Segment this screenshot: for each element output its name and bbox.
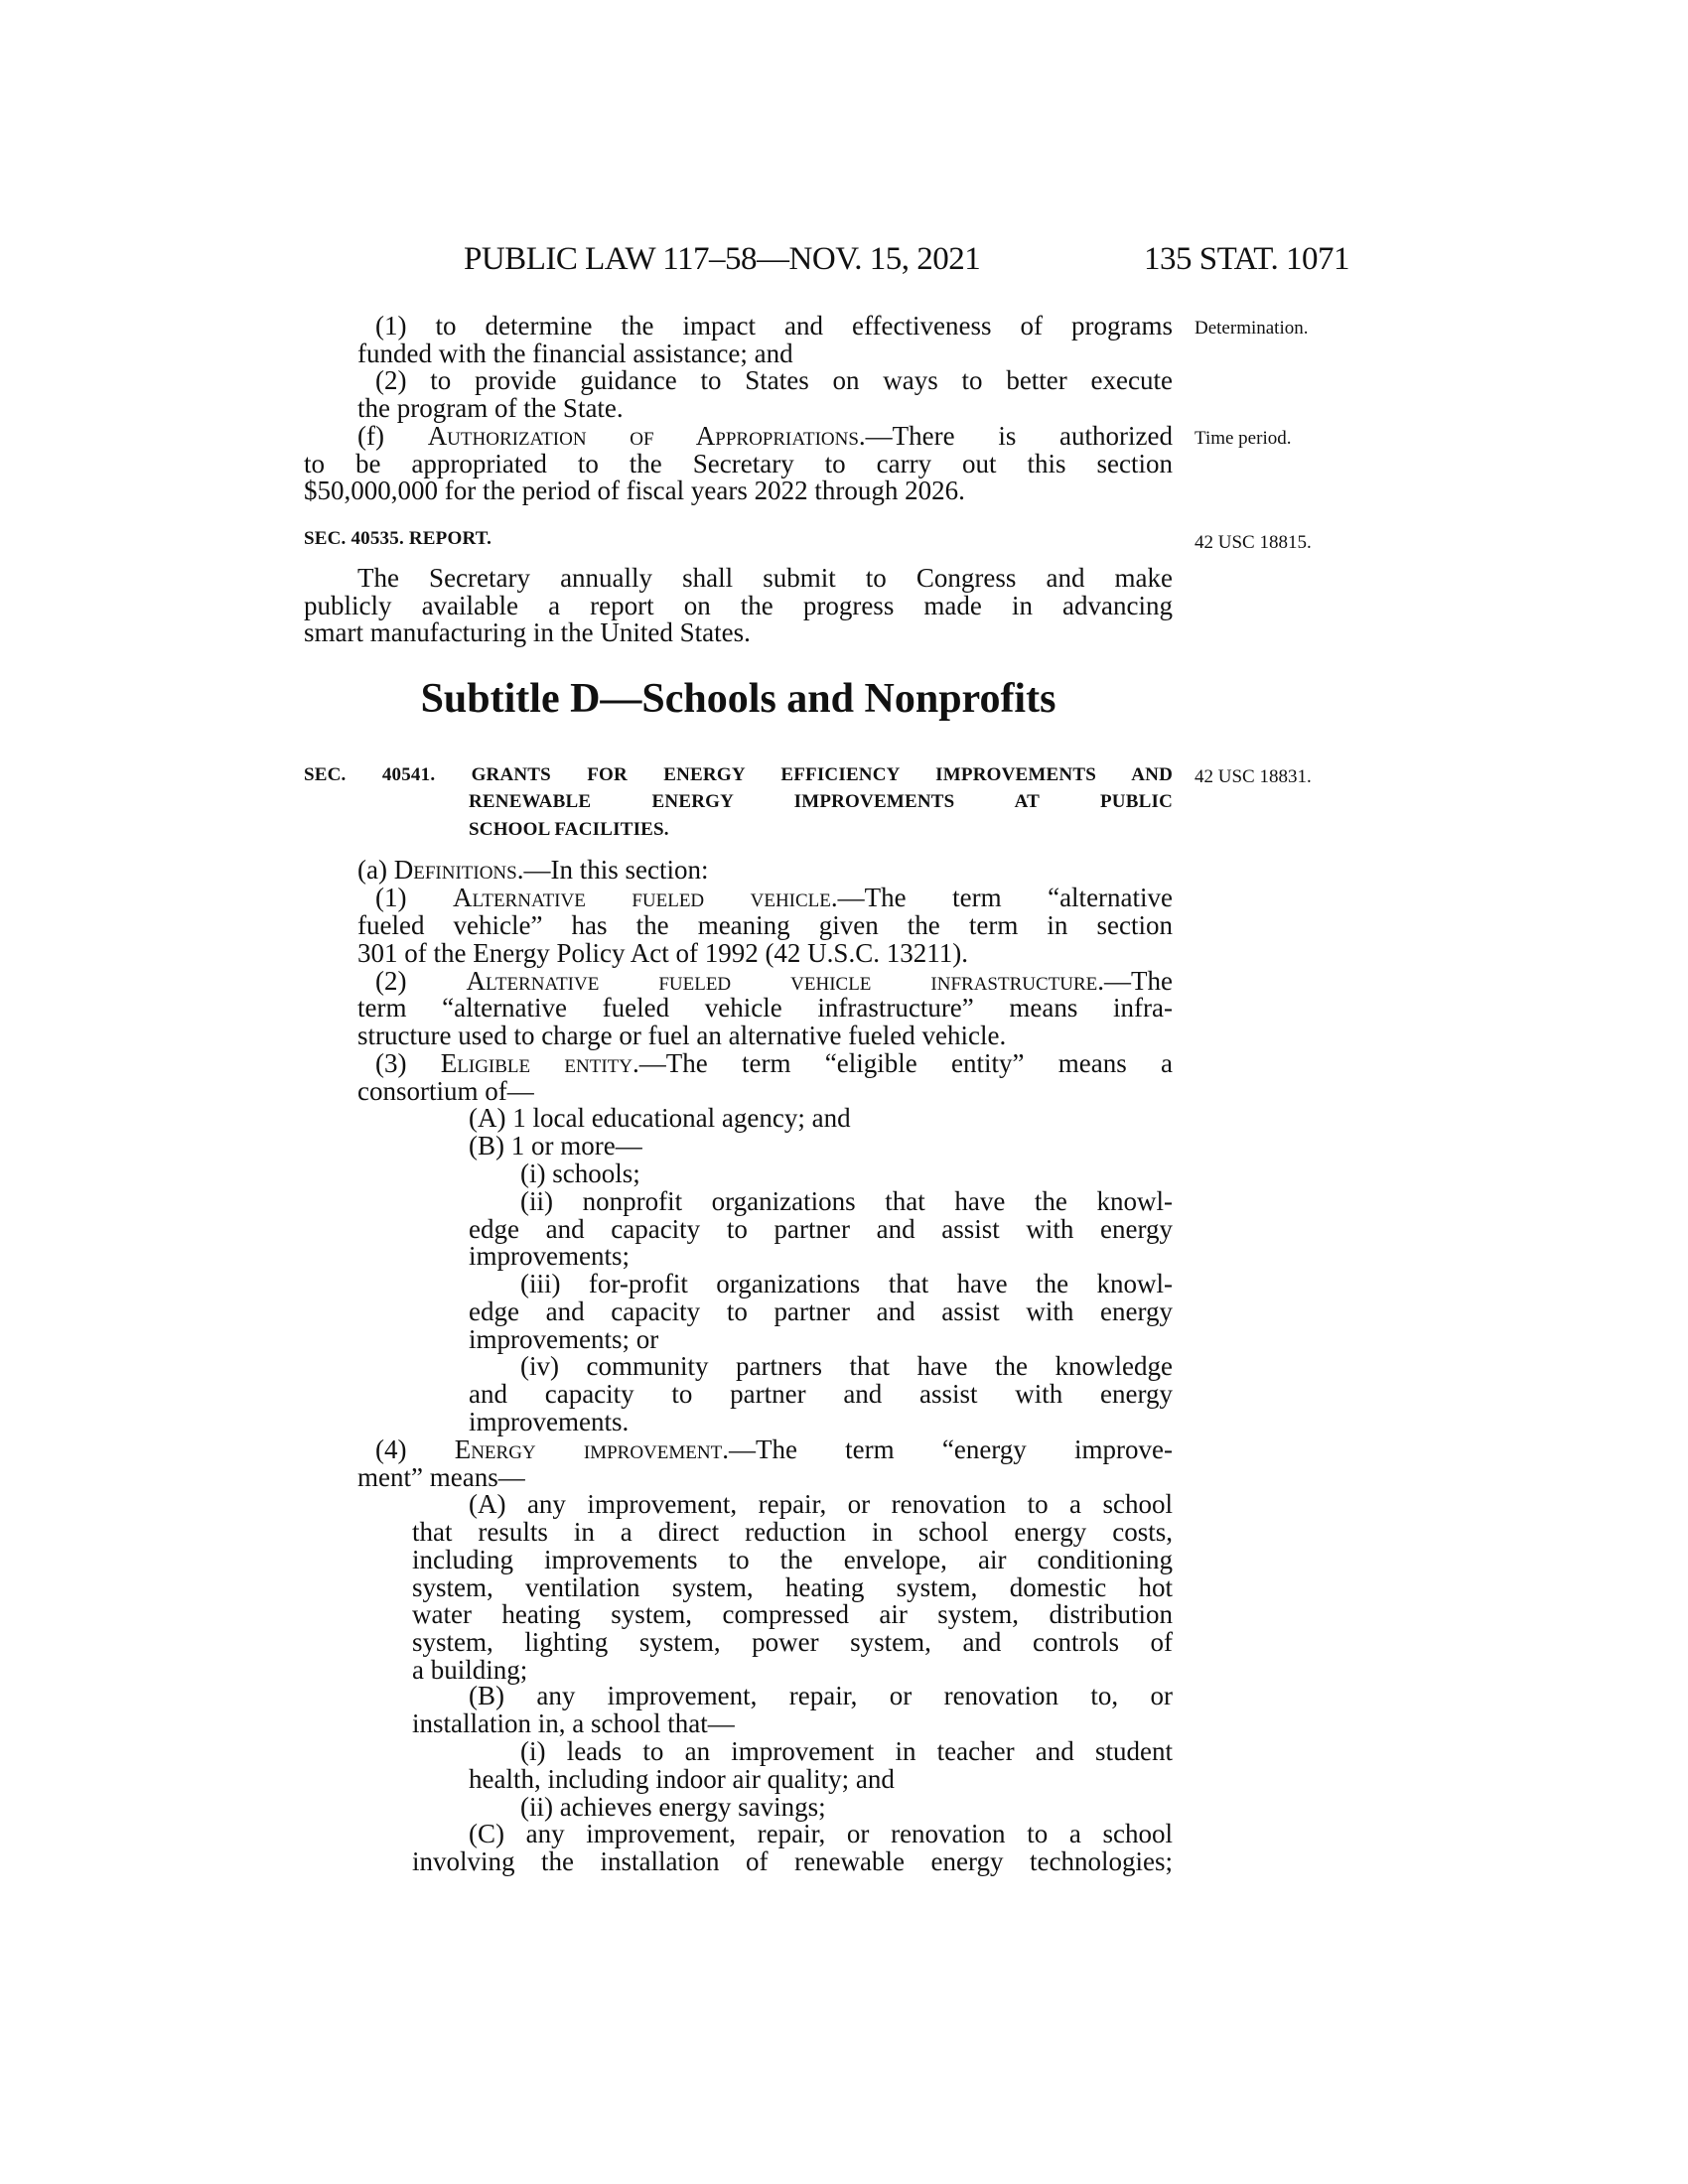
margin-note-time-period: Time period. <box>1195 428 1292 449</box>
text-line: (B) any improvement, repair, or renovation to, or <box>469 1681 1173 1710</box>
line-text: —The term “alternative <box>837 883 1174 912</box>
text-line: (i) leads to an improvement in teacher and student <box>520 1736 1173 1766</box>
text-line: system, lighting system, power system, and controls of <box>412 1627 1173 1657</box>
section-heading-line: SEC. 40535. REPORT. <box>304 528 492 549</box>
text-line: that results in a direct reduction in school energy costs, <box>412 1517 1173 1547</box>
text-line: system, ventilation system, heating system, domestic hot <box>412 1572 1173 1602</box>
text-line: (ii) achieves energy savings; <box>520 1792 826 1822</box>
line-text: —The term “eligible entity” means a <box>638 1048 1173 1078</box>
text-line: the program of the State. <box>357 393 624 423</box>
text-line: (ii) nonprofit organizations that have the knowl- <box>520 1186 1173 1216</box>
text-line <box>375 1049 1173 1077</box>
subtitle-heading: Subtitle D—Schools and Nonprofits <box>420 676 1056 722</box>
page-number: 135 STAT. 1071 <box>1144 241 1350 277</box>
text-line: consortium of— <box>357 1076 534 1106</box>
text-line: (iii) for-profit organizations that have the knowl- <box>520 1269 1173 1298</box>
section-heading-line: RENEWABLE ENERGY IMPROVEMENTS AT PUBLIC <box>469 791 1173 812</box>
defined-term: Authorization of Appropriations. <box>427 421 866 451</box>
defined-term: Energy improvement. <box>454 1434 729 1464</box>
text-line: improvements. <box>469 1407 630 1436</box>
text-line: (iv) community partners that have the knowledge <box>520 1351 1173 1381</box>
text-line: (2) to provide guidance to States on ways to better execute <box>375 365 1173 395</box>
text-line: (B) 1 or more— <box>469 1131 642 1160</box>
running-header-title: PUBLIC LAW 117–58—NOV. 15, 2021 <box>464 241 981 277</box>
text-line: to be appropriated to the Secretary to carry out this section <box>304 449 1173 478</box>
defined-term: Definitions. <box>393 855 524 885</box>
line-number: (1) <box>375 883 453 912</box>
line-number: (3) <box>375 1048 441 1078</box>
margin-note-usc-18831: 42 USC 18831. <box>1195 766 1312 787</box>
text-line: a building; <box>412 1655 528 1685</box>
defined-term: Eligible entity. <box>440 1048 639 1078</box>
text-line: (i) schools; <box>520 1159 640 1188</box>
text-line: involving the installation of renewable energy technologies; <box>412 1846 1173 1876</box>
text-line <box>357 422 1173 450</box>
defined-term: Alternative fueled vehicle. <box>452 883 838 912</box>
line-number: (a) <box>357 855 394 885</box>
text-line <box>357 856 1173 884</box>
text-line: and capacity to partner and assist with energy <box>469 1379 1173 1409</box>
line-number: (2) <box>375 966 467 996</box>
defined-term: Alternative fueled vehicle infrastructure. <box>466 966 1105 996</box>
text-line: publicly available a report on the progress made in advancing <box>304 591 1173 620</box>
margin-note-usc-18815: 42 USC 18815. <box>1195 532 1312 553</box>
text-line: (A) any improvement, repair, or renovation to a school <box>469 1489 1173 1519</box>
line-text: —In this section: <box>523 855 709 885</box>
text-line: structure used to charge or fuel an alternative fueled vehicle. <box>357 1021 1007 1050</box>
text-line: (C) any improvement, repair, or renovation to a school <box>469 1819 1173 1848</box>
text-line: (1) to determine the impact and effectiveness of programs <box>375 311 1173 341</box>
text-line: improvements; <box>469 1241 630 1271</box>
line-text: —The <box>1104 966 1173 996</box>
line-text: —There is authorized <box>865 421 1173 451</box>
text-line: improvements; or <box>469 1324 659 1354</box>
text-line: The Secretary annually shall submit to Congress and make <box>357 563 1173 593</box>
margin-note-determination: Determination. <box>1195 318 1309 339</box>
section-heading-line: SEC. 40541. GRANTS FOR ENERGY EFFICIENCY IMPROVEMENTS AND <box>304 764 1173 785</box>
text-line: water heating system, compressed air system, distribution <box>412 1599 1173 1629</box>
line-number: (4) <box>375 1434 455 1464</box>
text-line: ment” means— <box>357 1462 525 1492</box>
line-number: (f) <box>357 421 428 451</box>
text-line: term “alternative fueled vehicle infrastructure” means infra- <box>357 993 1173 1023</box>
text-line: $50,000,000 for the period of fiscal years 2022 through 2026. <box>304 476 965 505</box>
line-text: —The term “energy improve- <box>728 1434 1173 1464</box>
text-line: including improvements to the envelope, air conditioning <box>412 1545 1173 1574</box>
text-line: funded with the financial assistance; and <box>357 339 793 368</box>
text-line: 301 of the Energy Policy Act of 1992 (42 U.S.C. 13211). <box>357 938 968 968</box>
text-line: health, including indoor air quality; and <box>469 1764 895 1794</box>
text-line <box>375 884 1173 911</box>
text-line: fueled vehicle” has the meaning given the term in section <box>357 910 1173 940</box>
text-line: (A) 1 local educational agency; and <box>469 1103 851 1133</box>
text-line: smart manufacturing in the United States. <box>304 617 751 647</box>
text-line: installation in, a school that— <box>412 1708 735 1738</box>
text-line <box>375 967 1173 995</box>
section-heading-line: SCHOOL FACILITIES. <box>469 819 669 840</box>
text-line: edge and capacity to partner and assist with energy <box>469 1214 1173 1244</box>
text-line: edge and capacity to partner and assist with energy <box>469 1297 1173 1326</box>
text-line <box>375 1435 1173 1463</box>
